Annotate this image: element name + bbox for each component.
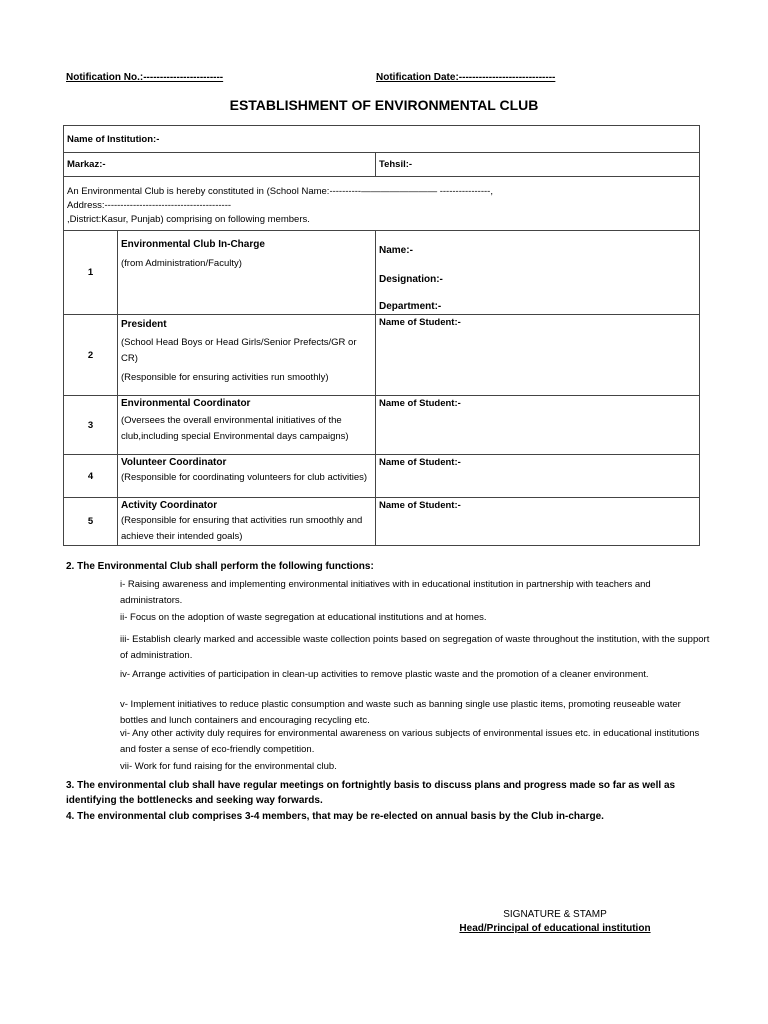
role-description: (Responsible for coordinating volunteers for club activities) <box>121 472 368 483</box>
designation-field: Designation:- <box>379 274 443 285</box>
row-number: 4 <box>64 455 118 498</box>
members-paragraph: 4. The environmental club comprises 3-4 members, that may be re-elected on annual basis by the Club in-charge. <box>66 811 604 822</box>
constitution-line: Address:---------------------------------------- <box>67 200 232 211</box>
role-description: (Oversees the overall environmental initiatives of the club,including special Environmental days campaigns) <box>121 415 349 442</box>
row-number: 5 <box>64 498 118 546</box>
function-item: v- Implement initiatives to reduce plastic consumption and waste such as banning single use plastic items, promoting reuseable water bottles and lunch containers and encouraging recycling etc. <box>120 699 681 726</box>
table-row <box>64 396 700 455</box>
institution-field: Name of Institution:- <box>64 126 700 153</box>
principal-label: Head/Principal of educational institution <box>459 923 651 934</box>
signature-block <box>420 908 690 936</box>
table-row <box>64 315 700 396</box>
student-name-field: Name of Student:- <box>376 498 700 546</box>
table-row <box>64 498 700 546</box>
row-number: 2 <box>64 315 118 396</box>
role-description: (Responsible for ensuring that activities run smoothly and achieve their intended goals) <box>121 515 363 542</box>
signature-label: SIGNATURE & STAMP <box>503 909 607 920</box>
role-title: President <box>121 319 167 330</box>
role-description: (Responsible for ensuring activities run smoothly) <box>121 372 329 383</box>
table-row <box>64 231 700 315</box>
row-number: 3 <box>64 396 118 455</box>
role-title: Activity Coordinator <box>121 500 218 511</box>
function-item: i- Raising awareness and implementing environmental initiatives with in educational institution in partnership with teachers and administrators. <box>120 579 651 606</box>
function-item: iii- Establish clearly marked and accessible waste collection points based on segregation of waste throughout the institution, with the support of administration. <box>120 634 710 661</box>
function-item: vi- Any other activity duly requires for environmental awareness on various subjects of environmental issues etc. in educational institutions and foster a sense of eco-friendly competition. <box>120 728 700 755</box>
role-title: Environmental Club In-Charge <box>121 239 265 250</box>
function-item: vii- Work for fund raising for the environmental club. <box>120 761 337 772</box>
constitution-line: An Environmental Club is hereby constituted in (School Name:----------———————— ----------------, <box>67 186 493 197</box>
notification-date: Notification Date:----------------------------- <box>376 72 556 83</box>
role-description: (from Administration/Faculty) <box>121 258 242 269</box>
table-row <box>64 455 700 498</box>
row-number: 1 <box>64 231 118 315</box>
department-field: Department:- <box>379 301 442 312</box>
constitution-text <box>64 177 700 231</box>
role-title: Environmental Coordinator <box>121 398 251 409</box>
function-item: ii- Focus on the adoption of waste segregation at educational institutions and at homes. <box>120 612 487 623</box>
role-description: (School Head Boys or Head Girls/Senior Prefects/GR or CR) <box>121 337 357 364</box>
student-name-field: Name of Student:- <box>376 315 700 396</box>
markaz-field: Markaz:- <box>64 153 376 177</box>
meetings-paragraph: 3. The environmental club shall have regular meetings on fortnightly basis to discuss plans and progress made so far as well as identifying the bottlenecks and seeking way forwards. <box>66 780 676 806</box>
club-form-table <box>63 125 700 546</box>
student-name-field: Name of Student:- <box>376 455 700 498</box>
tehsil-field: Tehsil:- <box>376 153 700 177</box>
name-field: Name:- <box>379 245 413 256</box>
role-title: Volunteer Coordinator <box>121 457 227 468</box>
notification-number: Notification No.:------------------------ <box>66 72 224 83</box>
constitution-line: ,District:Kasur, Punjab) comprising on following members. <box>67 214 310 225</box>
functions-heading: 2. The Environmental Club shall perform the following functions: <box>66 561 374 572</box>
function-item: iv- Arrange activities of participation in clean-up activities to remove plastic waste and the promotion of a cleaner environment. <box>120 669 649 680</box>
page-title: ESTABLISHMENT OF ENVIRONMENTAL CLUB <box>229 97 539 113</box>
student-name-field: Name of Student:- <box>376 396 700 455</box>
